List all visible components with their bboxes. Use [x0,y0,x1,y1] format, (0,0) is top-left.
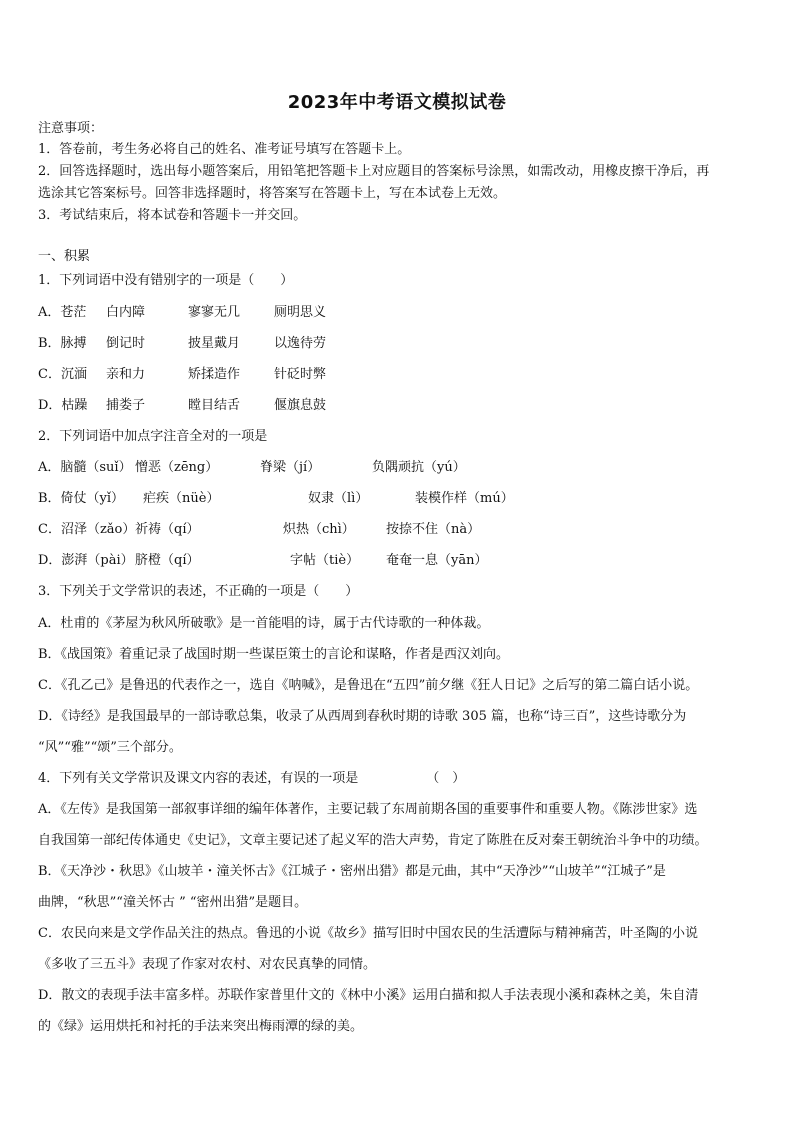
question-1-option-a: A．苍茫 白内障 寥寥无几 厕明思义 [38,305,327,320]
question-4-option-d-cont: 的《绿》运用烘托和衬托的手法来突出梅雨潭的绿的美。 [38,1019,364,1034]
question-2-option-d: D．澎湃（pài）脐橙（qí） 字帖（tiè） 奄奄一息（yān） [38,553,488,568]
question-1-stem: 1．下列词语中没有错别字的一项是（ ） [38,273,294,288]
notice-item: 1．答卷前，考生务必将自己的姓名、准考证号填写在答题卡上。 [38,142,411,157]
section-heading: 一、积累 [38,249,91,264]
notice-item: 3．考试结束后，将本试卷和答题卡一并交回。 [38,208,307,223]
question-3-option-d-cont: “风”“雅”“颂”三个部分。 [38,740,182,755]
question-2-option-c: C．沼泽（zǎo）祈祷（qí） 炽热（chì） 按捺不住（nà） [38,522,481,537]
question-3-option-a: A．杜甫的《茅屋为秋风所破歌》是一首能唱的诗，属于古代诗歌的一种体裁。 [38,616,490,631]
question-2-option-a: A．脑髓（suǐ） 憎恶（zēng） 脊梁（jí） 负隅顽抗（yú） [38,460,466,475]
question-4-stem [38,770,760,788]
page-title: 2023年中考语文模拟试卷 [287,92,507,113]
question-3-option-b: B．《战国策》着重记录了战国时期一些谋臣策士的言论和谋略，作者是西汉刘向。 [38,647,510,662]
question-4-option-c-cont: 《多收了三五斗》表现了作家对农村、对农民真挚的同情。 [38,957,377,972]
question-3-option-d: D．《诗经》是我国最早的一部诗歌总集，收录了从西周到春秋时期的诗歌 305 篇，也称“诗三百”，这些诗歌分为 [38,709,687,724]
question-3-stem: 3．下列关于文学常识的表述，不正确的一项是（ ） [38,584,359,599]
question-4-option-b-cont: 曲牌，“秋思”“潼关怀古 ” “密州出猎”是题目。 [38,895,308,910]
question-4-option-a-cont: 自我国第一部纪传体通史《史记》，文章主要记述了起义军的浩大声势，肯定了陈胜在反对秦王朝统治斗争中的功绩。 [38,833,708,848]
question-4-option-d: D．散文的表现手法丰富多样。苏联作家普里什文的《林中小溪》运用白描和拟人手法表现小溪和森林之美，朱自清 [38,988,699,1003]
question-4-option-b: B．《天净沙・秋思》《山坡羊・潼关怀古》《江城子・密州出猎》都是元曲，其中“天净沙”“山坡羊”“江城子”是 [38,864,666,879]
question-4-option-c: C．农民向来是文学作品关注的热点。鲁迅的小说《故乡》描写旧时中国农民的生活遭际与精神痛苦，叶圣陶的小说 [38,926,698,941]
question-1-option-d: D．枯躁 捕娄子 瞠目结舌 偃旗息鼓 [38,398,327,413]
question-1-option-c: C．沉湎 亲和力 矫揉造作 针砭时弊 [38,367,327,382]
question-3-option-c: C．《孔乙己》是鲁迅的代表作之一，选自《呐喊》，是鲁迅在“五四”前夕继《狂人日记》之后写的第二篇白话小说。 [38,678,699,693]
question-4-option-a: A．《左传》是我国第一部叙事详细的编年体著作，主要记载了东周前期各国的重要事件和重要人物。《陈涉世家》选 [38,802,698,817]
question-4-stem-text: 4．下列有关文学常识及课文内容的表述，有误的一项是 [38,771,359,786]
notice-item: 选涂其它答案标号。回答非选择题时，将答案写在答题卡上，写在本试卷上无效。 [38,186,507,201]
question-2-stem: 2．下列词语中加点字注音全对的一项是 [38,429,268,444]
answer-paren: （ ） [426,771,466,786]
question-1-option-b: B．脉搏 倒记时 披星戴月 以逸待劳 [38,336,327,351]
notice-heading: 注意事项： [38,121,104,136]
notice-item: 2．回答选择题时，选出每小题答案后，用铅笔把答题卡上对应题目的答案标号涂黑，如需改动，用橡皮擦干净后，再 [38,164,710,179]
question-2-option-b: B．倚仗（yǐ） 疟疾（nüè） 奴隶（lì） 装模作样（mú） [38,491,514,506]
